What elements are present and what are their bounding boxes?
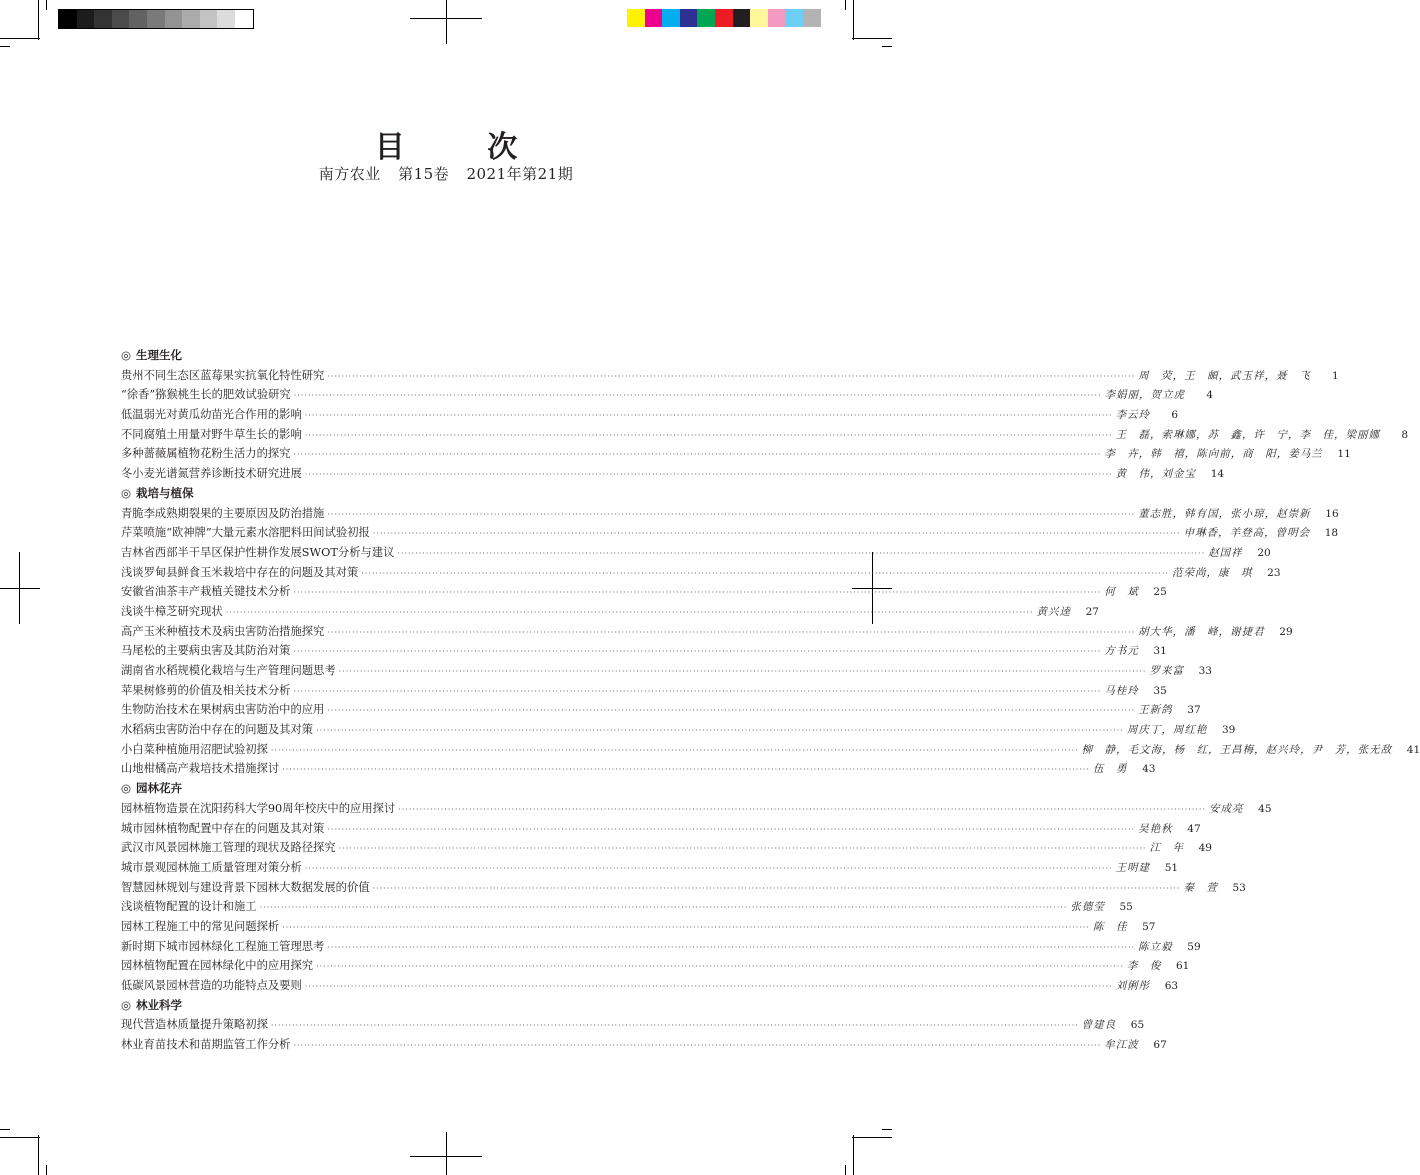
dot-leader xyxy=(226,603,1034,623)
gray-swatch xyxy=(77,10,95,28)
toc-entry-title: 山地柑橘高产栽培技术措施探讨 xyxy=(121,762,280,776)
toc-entry-title: 贵州不同生态区蓝莓果实抗氧化特性研究 xyxy=(121,368,325,382)
toc-entry xyxy=(121,1035,1167,1055)
toc-entry-title: 浅谈植物配置的设计和施工 xyxy=(121,900,257,914)
process-color-bar xyxy=(627,9,821,27)
section-heading-label: 园林花卉 xyxy=(136,781,183,796)
toc-entry-authors: 刘俐彤 xyxy=(1115,980,1151,992)
color-swatch xyxy=(785,9,803,27)
toc-entry-page: 31 xyxy=(1153,645,1167,658)
dot-leader xyxy=(305,977,1113,997)
dot-leader xyxy=(305,406,1113,426)
toc-entry xyxy=(121,878,1246,898)
toc-entry xyxy=(121,799,1272,819)
dot-leader xyxy=(293,682,1101,702)
toc-entry-page: 23 xyxy=(1267,566,1281,579)
gray-swatch xyxy=(112,10,130,28)
dot-leader xyxy=(293,1036,1101,1056)
toc-entry-title: 多种蔷薇属植物花粉生活力的探究 xyxy=(121,447,291,461)
section-heading xyxy=(121,996,773,1016)
section-heading xyxy=(121,779,773,799)
page-title: 目 次 xyxy=(374,130,554,165)
toc-entry-authors: 曾建良 xyxy=(1081,1019,1117,1032)
toc-entry-page: 16 xyxy=(1325,507,1339,520)
toc-entry-page: 49 xyxy=(1198,842,1212,855)
color-swatch xyxy=(750,9,768,27)
toc-entry-title: 新时期下城市园林绿化工程施工管理思考 xyxy=(121,939,325,953)
toc-entry-title: 园林植物配置在园林绿化中的应用探究 xyxy=(121,959,314,973)
toc-entry-page: 35 xyxy=(1153,684,1167,697)
toc-entry-page: 37 xyxy=(1187,704,1201,717)
color-swatch xyxy=(697,9,715,27)
toc-entry-page: 4 xyxy=(1206,389,1214,402)
section-bullet-icon: ◎ xyxy=(121,781,132,796)
toc-entry-authors: 罗来富 xyxy=(1149,665,1184,677)
section-heading xyxy=(121,346,773,366)
toc-entry-authors: 李娟丽，贺立虎 xyxy=(1104,389,1186,402)
toc-entry-page: 55 xyxy=(1119,901,1133,914)
toc-entry xyxy=(121,661,1212,681)
toc-entry-authors: 陈立毅 xyxy=(1138,940,1173,953)
toc-entry-title: 低碳风景园林营造的功能特点及要则 xyxy=(121,979,302,992)
dot-leader xyxy=(305,426,1113,446)
toc-entry-title: 浅谈罗甸县鲜食玉米栽培中存在的问题及其对策 xyxy=(121,565,359,579)
toc-entry-page: 33 xyxy=(1198,665,1212,677)
toc-entry-authors: 伍 勇 xyxy=(1092,763,1128,776)
toc-entry-title: 低温弱光对黄瓜幼苗光合作用的影响 xyxy=(121,408,302,422)
toc-entry-title: 冬小麦光谱氮营养诊断技术研究进展 xyxy=(121,467,302,481)
journal-issue: 2021年第21期 xyxy=(466,165,574,183)
toc-entry-authors: 王新鸽 xyxy=(1138,704,1173,717)
dot-leader xyxy=(373,524,1181,544)
toc-entry-page: 6 xyxy=(1171,409,1179,422)
section-bullet-icon: ◎ xyxy=(121,485,132,500)
dot-leader xyxy=(397,544,1205,564)
section-bullet-icon: ◎ xyxy=(121,997,132,1012)
dot-leader xyxy=(327,820,1135,840)
color-swatch xyxy=(733,9,751,27)
section-bullet-icon: ◎ xyxy=(121,348,132,362)
toc-entry-authors: 江 年 xyxy=(1149,842,1184,855)
toc-entry-title: 苹果树修剪的价值及相关技术分析 xyxy=(121,683,291,697)
toc-entry-title: 林业育苗技术和苗期监管工作分析 xyxy=(121,1038,291,1052)
toc-entry-page: 1 xyxy=(1331,369,1339,382)
section-heading-label: 栽培与植保 xyxy=(136,485,194,500)
toc-entry xyxy=(121,563,1281,583)
toc-entry xyxy=(121,425,1409,445)
dot-leader xyxy=(316,721,1124,741)
toc-entry xyxy=(121,1015,1145,1035)
toc-entry-authors: 赵国祥 xyxy=(1208,546,1243,559)
toc-entry-page: 18 xyxy=(1324,527,1339,540)
toc-entry-page: 61 xyxy=(1175,960,1190,973)
toc-entry-page: 57 xyxy=(1142,920,1156,933)
toc-entry-title: 马尾松的主要病虫害及其防治对策 xyxy=(121,644,291,658)
color-swatch xyxy=(627,9,645,27)
section-heading-label: 林业科学 xyxy=(136,997,183,1012)
toc-entry-page: 45 xyxy=(1258,802,1272,815)
toc-entry xyxy=(121,523,1339,543)
toc-entry xyxy=(121,366,1339,386)
toc-entry-authors: 周庆丁，周红艳 xyxy=(1126,724,1208,737)
color-swatch xyxy=(645,9,663,27)
section-heading-label: 生理生化 xyxy=(136,348,183,362)
toc-entry-authors: 李 卉，韩 禧，陈向前，商 阳，姜马兰 xyxy=(1104,448,1323,461)
toc-entry-page: 11 xyxy=(1337,448,1351,461)
color-swatch xyxy=(715,9,733,27)
toc-entry-title: 水稻病虫害防治中存在的问题及其对策 xyxy=(121,723,314,737)
journal-subtitle xyxy=(0,163,892,184)
dot-leader xyxy=(339,839,1147,859)
color-swatch xyxy=(768,9,786,27)
dot-leader xyxy=(293,583,1101,603)
toc-entry-authors: 周 荧，王 頔，武玉祥，聂 飞 xyxy=(1138,369,1311,382)
toc-entry xyxy=(121,602,1099,622)
dot-leader xyxy=(398,800,1206,820)
toc-entry-authors: 胡大华，潘 峰，谢捷君 xyxy=(1138,625,1265,638)
toc-entry xyxy=(121,937,1201,957)
toc-entry-authors: 李 俊 xyxy=(1126,960,1162,973)
toc-entry-title: 小白菜种植施用沼肥试验初探 xyxy=(121,742,268,756)
toc-entry-authors: 黄 伟，刘金宝 xyxy=(1115,468,1197,481)
toc-entry-authors: 黄兴逵 xyxy=(1036,605,1071,618)
toc-entry-title: 园林工程施工中的常见问题探析 xyxy=(121,919,280,933)
toc-entry-page: 51 xyxy=(1164,861,1179,874)
gray-swatch xyxy=(200,10,218,28)
toc-entry-page: 39 xyxy=(1221,724,1236,737)
toc-entry-title: 园林植物造景在沈阳药科大学90周年校庆中的应用探讨 xyxy=(121,801,396,815)
section-heading xyxy=(121,484,773,504)
gray-swatch xyxy=(182,10,200,28)
toc-entry-title: 青脆李成熟期裂果的主要原因及防治措施 xyxy=(121,506,325,520)
toc-entry xyxy=(121,681,1167,701)
color-swatch xyxy=(803,9,821,27)
toc-entry xyxy=(121,956,1190,976)
toc-entry-page: 8 xyxy=(1401,428,1409,441)
toc-entry-authors: 陈 佳 xyxy=(1092,920,1128,933)
dot-leader xyxy=(271,1016,1079,1036)
gray-swatch xyxy=(165,10,183,28)
toc-entry-title: 吉林省西部半干旱区保护性耕作发展SWOT分析与建议 xyxy=(121,545,395,559)
toc-entry xyxy=(121,897,1133,917)
toc-entry-title: 浅谈牛樟芝研究现状 xyxy=(121,604,223,618)
toc-entry xyxy=(121,740,1420,760)
toc-entry xyxy=(121,405,1179,425)
toc-entry-authors: 吴艳秋 xyxy=(1138,822,1173,835)
dot-leader xyxy=(361,564,1169,584)
toc-entry xyxy=(121,641,1167,661)
toc-entry xyxy=(121,444,1351,464)
toc-entry-authors: 申琳香，羊登高，曾明会 xyxy=(1183,527,1311,540)
toc-entry xyxy=(121,720,1236,740)
toc-entry xyxy=(121,582,1167,602)
toc-entry-title: 不同腐殖土用量对野牛草生长的影响 xyxy=(121,427,302,441)
toc-entry xyxy=(121,858,1179,878)
toc-entry-page: 53 xyxy=(1232,881,1246,894)
toc-entry xyxy=(121,819,1201,839)
toc-entry-page: 25 xyxy=(1153,586,1167,599)
toc-entry-title: 生物防治技术在果树病虫害防治中的应用 xyxy=(121,703,325,717)
toc-entry-title: 武汉市风景园林施工管理的现状及路径探究 xyxy=(121,841,336,855)
toc-entry-authors: 秦 萱 xyxy=(1183,881,1218,894)
dot-leader xyxy=(293,445,1101,465)
toc-entry xyxy=(121,464,1225,484)
toc-entry-authors: 牟江波 xyxy=(1104,1039,1139,1052)
toc-entry-authors: 柳 静，毛文海，杨 红，王昌梅，赵兴玲，尹 芳，张无敌 xyxy=(1081,743,1393,756)
toc-entry xyxy=(121,700,1201,720)
gray-swatch xyxy=(59,10,77,28)
dot-leader xyxy=(294,386,1102,406)
toc-entry xyxy=(121,838,1212,858)
dot-leader xyxy=(260,898,1068,918)
dot-leader xyxy=(327,938,1135,958)
gray-swatch xyxy=(94,10,112,28)
journal-name: 南方农业 xyxy=(318,165,381,183)
dot-leader xyxy=(327,701,1135,721)
toc-entry-authors: 王明建 xyxy=(1115,861,1151,874)
dot-leader xyxy=(271,741,1079,761)
toc-entry xyxy=(121,385,1214,405)
toc-entry-title: 城市景观园林施工质量管理对策分析 xyxy=(121,860,302,874)
toc-entry-page: 27 xyxy=(1085,605,1099,618)
toc-entry xyxy=(121,759,1156,779)
dot-leader xyxy=(339,662,1147,682)
toc-entry-page: 29 xyxy=(1279,625,1293,638)
toc-entry-page: 20 xyxy=(1257,546,1271,559)
dot-leader xyxy=(282,760,1090,780)
dot-leader xyxy=(293,642,1101,662)
toc-entry-page: 47 xyxy=(1187,822,1201,835)
toc-entry-authors: 张德莹 xyxy=(1070,901,1105,914)
table-of-contents xyxy=(121,346,1420,1055)
gray-swatch xyxy=(147,10,165,28)
toc-entry-title: 现代营造林质量提升策略初探 xyxy=(121,1018,268,1032)
toc-entry-title: 高产玉米种植技术及病虫害防治措施探究 xyxy=(121,624,325,638)
toc-entry-page: 65 xyxy=(1130,1019,1145,1032)
dot-leader xyxy=(305,465,1113,485)
toc-entry-authors: 董志胜，韩有国，张小琼，赵崇新 xyxy=(1138,507,1311,520)
color-swatch xyxy=(680,9,698,27)
dot-leader xyxy=(373,879,1181,899)
toc-entry-page: 63 xyxy=(1164,980,1179,992)
toc-entry-authors: 王 磊，索琳娜，苏 鑫，许 宁，李 佳，梁丽娜 xyxy=(1115,428,1381,441)
toc-entry-authors: 李云玲 xyxy=(1115,409,1151,422)
dot-leader xyxy=(305,859,1113,879)
toc-entry xyxy=(121,917,1156,937)
gray-swatch xyxy=(235,10,253,28)
toc-entry-title: 城市园林植物配置中存在的问题及其对策 xyxy=(121,821,325,835)
toc-entry xyxy=(121,504,1339,524)
toc-entry-page: 67 xyxy=(1153,1039,1167,1052)
journal-volume: 第15卷 xyxy=(398,165,450,183)
toc-entry-title: “徐香”猕猴桃生长的肥效试验研究 xyxy=(121,388,291,402)
gray-swatch xyxy=(129,10,147,28)
toc-entry-title: 芹菜喷施“欧神牌”大量元素水溶肥料田间试验初报 xyxy=(121,526,370,540)
dot-leader xyxy=(327,623,1135,643)
toc-entry-authors: 马桂玲 xyxy=(1104,684,1139,697)
gray-swatch xyxy=(217,10,235,28)
toc-entry-page: 59 xyxy=(1187,940,1201,953)
dot-leader xyxy=(327,367,1135,387)
toc-entry-page: 14 xyxy=(1210,468,1225,481)
dot-leader xyxy=(282,918,1090,938)
toc-entry-title: 湖南省水稻规模化栽培与生产管理问题思考 xyxy=(121,664,336,677)
toc-entry-title: 安徽省油茶丰产栽植关键技术分析 xyxy=(121,585,291,599)
toc-entry-authors: 何 斌 xyxy=(1104,586,1139,599)
toc-entry-authors: 安成亮 xyxy=(1209,802,1244,815)
toc-entry xyxy=(121,543,1271,563)
dot-leader xyxy=(316,957,1124,977)
toc-entry xyxy=(121,976,1179,996)
grayscale-color-bar xyxy=(58,9,254,29)
toc-entry-page: 43 xyxy=(1142,763,1156,776)
toc-entry-authors: 范荣尚，康 琪 xyxy=(1172,566,1253,579)
toc-entry-authors: 方书元 xyxy=(1104,645,1139,658)
toc-entry-page: 41 xyxy=(1406,743,1420,756)
toc-entry-title: 智慧园林规划与建设背景下园林大数据发展的价值 xyxy=(121,880,370,894)
color-swatch xyxy=(662,9,680,27)
toc-entry xyxy=(121,622,1293,642)
dot-leader xyxy=(327,505,1135,525)
